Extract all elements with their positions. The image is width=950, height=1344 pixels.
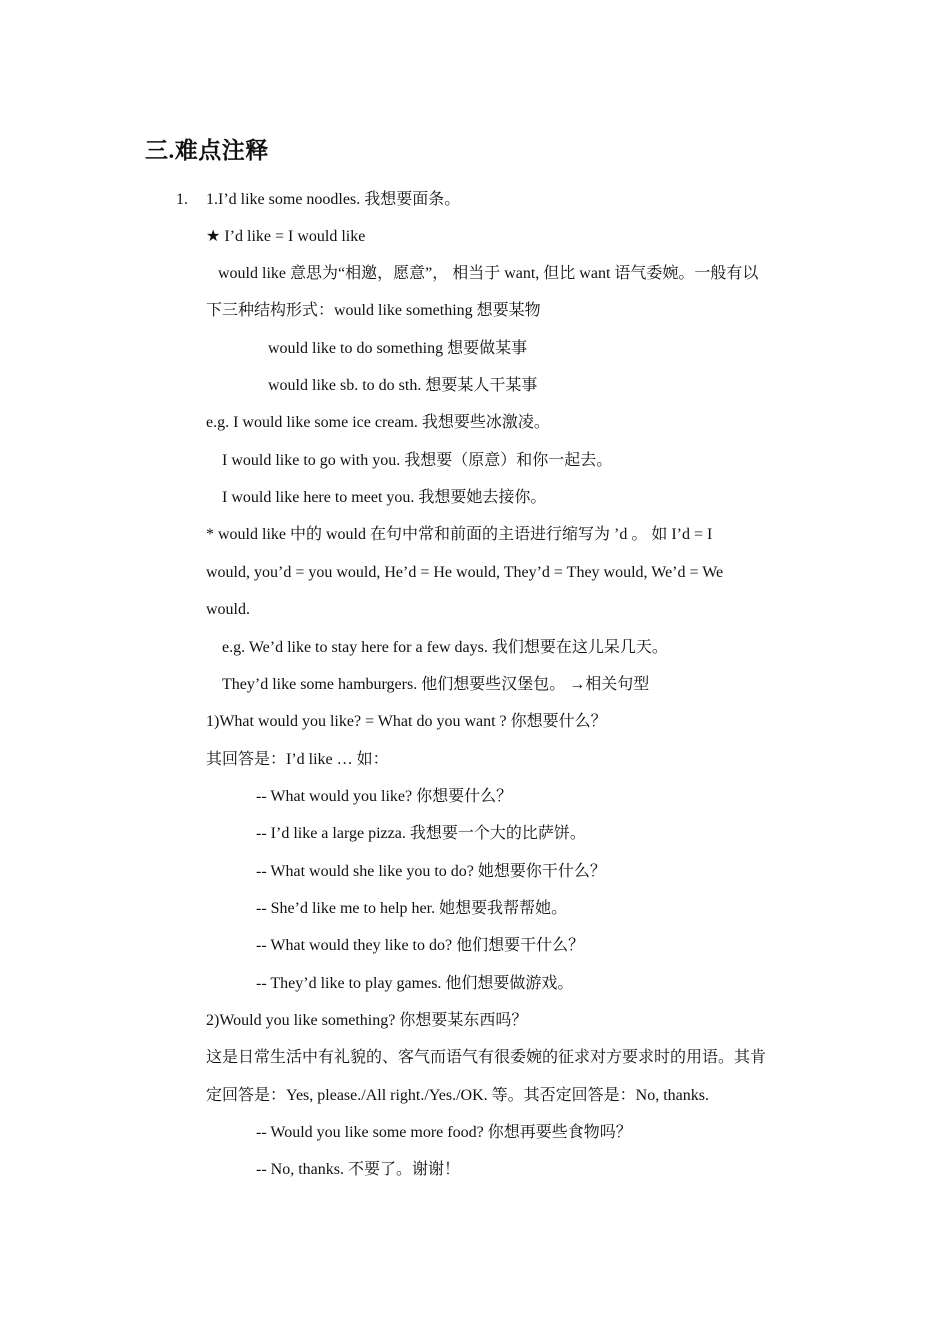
dialogue-line: -- They’d like to play games. 他们想要做游戏。	[256, 975, 574, 992]
contraction-line-2: would, you’d = you would, He’d = He would, They’d = They would, We’d = We	[206, 564, 724, 581]
example-line-1: e.g. I would like some ice cream. 我想要些冰激凌。	[206, 414, 550, 431]
contraction-line-3: would.	[206, 601, 250, 618]
star-note: ★ I’d like = I would like	[206, 228, 366, 245]
section-heading: 三.难点注释	[145, 138, 269, 163]
structure-line-3: would like sb. to do sth. 想要某人干某事	[268, 377, 538, 394]
item-title: 1.I’d like some noodles. 我想要面条。	[206, 191, 461, 208]
meaning-line-2: 下三种结构形式：would like something 想要某物	[206, 302, 541, 319]
question-2-description-1: 这是日常生活中有礼貌的、客气而语气有很委婉的征求对方要求时的用语。其肯	[206, 1049, 767, 1066]
example-line-5: They’d like some hamburgers. 他们想要些汉堡包。 →相关句型	[222, 676, 650, 693]
dialogue-line: -- What would they like to do? 他们想要干什么？	[256, 937, 585, 954]
example-line-4: e.g. We’d like to stay here for a few days. 我们想要在这儿呆几天。	[222, 639, 668, 656]
dialogue-line: -- What would she like you to do? 她想要你干什么？	[256, 863, 606, 880]
example-line-3: I would like here to meet you. 我想要她去接你。	[222, 489, 547, 506]
dialogue-line: -- What would you like? 你想要什么？	[256, 788, 513, 805]
question-2: 2)Would you like something? 你想要某东西吗？	[206, 1012, 528, 1029]
meaning-line-1: would like 意思为“相邀，愿意”， 相当于 want, 但比 want 语气委婉。一般有以	[218, 265, 759, 282]
structure-line-2: would like to do something 想要做某事	[268, 340, 528, 357]
dialogue-line: -- She’d like me to help her. 她想要我帮帮她。	[256, 900, 568, 917]
question-1-answer-intro: 其回答是：I’d like … 如：	[206, 751, 389, 768]
item-number: 1.	[176, 191, 188, 208]
dialogue-line: -- I’d like a large pizza. 我想要一个大的比萨饼。	[256, 825, 586, 842]
example-line-2: I would like to go with you. 我想要（原意）和你一起去。	[222, 452, 613, 469]
question-1: 1)What would you like? = What do you want ? 你想要什么？	[206, 713, 607, 730]
contraction-line-1: * would like 中的 would 在句中常和前面的主语进行缩写为 ’d 。 如 I’d = I	[206, 526, 713, 543]
question-2-description-2: 定回答是：Yes, please./All right./Yes./OK. 等。其否定回答是：No, thanks.	[206, 1087, 709, 1104]
dialogue-line: -- No, thanks. 不要了。谢谢！	[256, 1161, 460, 1178]
dialogue-line: -- Would you like some more food? 你想再要些食物吗？	[256, 1124, 632, 1141]
